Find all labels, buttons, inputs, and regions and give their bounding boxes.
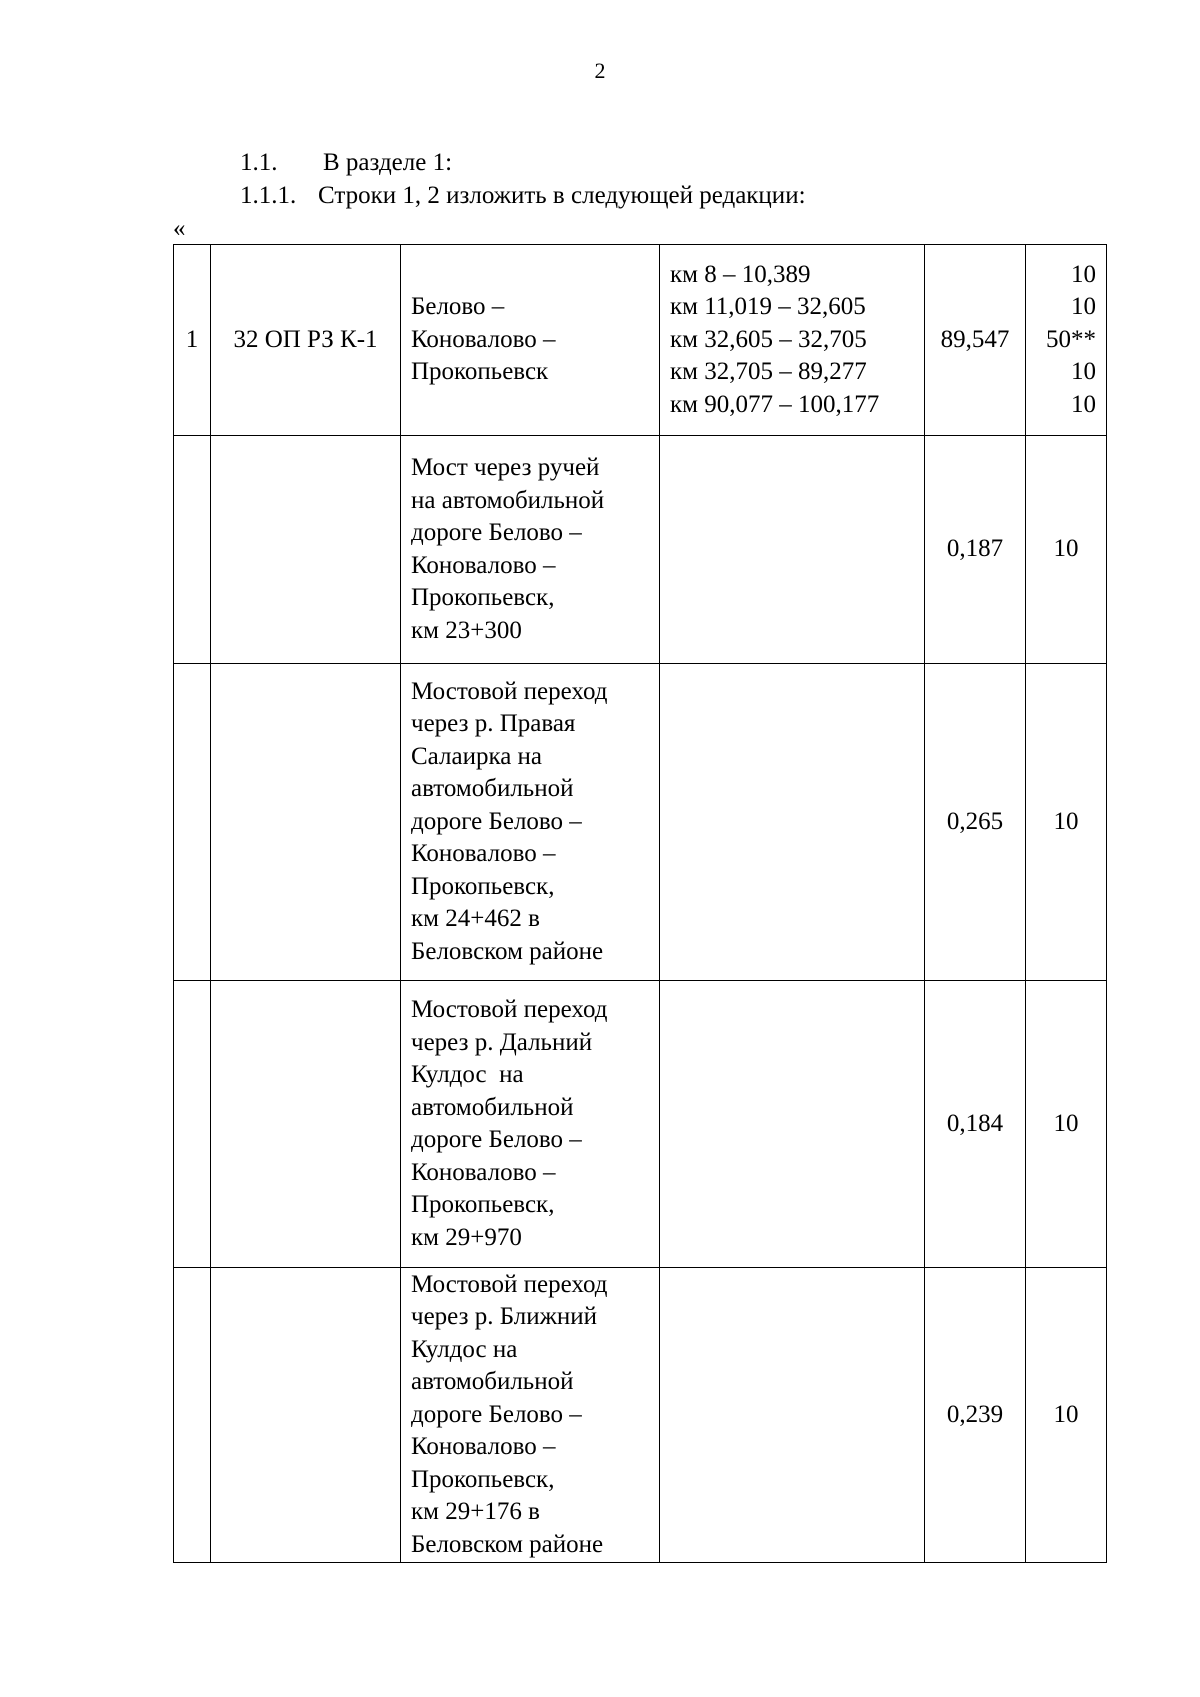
load-cell <box>1026 981 1107 1268</box>
row-number-cell <box>174 436 211 664</box>
road-name-line: км 24+462 в <box>411 905 540 933</box>
table-row <box>174 1268 1107 1563</box>
road-name-cell <box>401 436 660 664</box>
opening-quote: « <box>173 215 186 242</box>
load-line: 10 <box>1071 293 1096 321</box>
load-line: 10 <box>1053 535 1079 563</box>
road-name-cell <box>401 981 660 1268</box>
road-name-line: дороге Белово – <box>411 519 582 546</box>
road-name-line: на автомобильной <box>411 486 605 514</box>
load-line: 10 <box>1053 1400 1079 1428</box>
km-range-cell <box>660 981 925 1268</box>
load-cell <box>1026 245 1107 436</box>
road-name-line: Прокопьевск, <box>411 584 555 611</box>
road-name-line: Мостовой переход <box>411 996 608 1023</box>
road-name-line: Прокопьевск, <box>411 1465 555 1493</box>
row-number-cell <box>174 1268 211 1563</box>
road-name-line: дороге Белово – <box>411 1126 582 1153</box>
table-row <box>174 981 1107 1268</box>
load-line: 10 <box>1053 1109 1079 1137</box>
road-name-line: Прокопьевск, <box>411 1191 555 1218</box>
page-number: 2 <box>594 58 606 83</box>
km-range-line: км 90,077 – 100,177 <box>670 390 880 418</box>
road-name-line: км 29+176 в <box>411 1498 540 1526</box>
road-name-cell <box>401 664 660 981</box>
road-name-line: дороге Белово – <box>411 1400 582 1428</box>
road-name-line: Коновалово – <box>411 840 556 868</box>
road-name-line: автомобильной <box>411 775 574 803</box>
road-name-line: Кулдос на <box>411 1335 518 1363</box>
road-name-line: автомобильной <box>411 1093 574 1121</box>
road-code-cell: 32 ОП РЗ К-1 <box>211 245 401 436</box>
load-line: 10 <box>1071 260 1096 288</box>
km-range-cell <box>660 1268 925 1563</box>
road-name-line: через р. Дальний <box>411 1028 593 1056</box>
km-range-cell <box>660 436 925 664</box>
road-name-line: Прокопьевск, <box>411 872 555 900</box>
road-name-line: км 23+300 <box>411 616 522 644</box>
row-number-cell: 1 <box>174 245 211 436</box>
road-name-line: Коновалово – <box>411 325 556 353</box>
length-cell: 0,265 <box>925 664 1026 981</box>
road-name-line: через р. Ближний <box>411 1303 597 1331</box>
road-name-line: Мостовой переход <box>411 1270 608 1298</box>
table-row <box>174 436 1107 664</box>
road-name-line: Беловском районе <box>411 937 604 965</box>
section-number: 1.1. <box>240 149 278 176</box>
road-name-line: дороге Белово – <box>411 807 582 835</box>
road-name-line: через р. Правая <box>411 710 576 738</box>
table-row <box>174 245 1107 436</box>
km-range-cell <box>660 245 925 436</box>
length-cell: 89,547 <box>925 245 1026 436</box>
length-cell: 0,187 <box>925 436 1026 664</box>
km-range-line: км 8 – 10,389 <box>670 260 811 288</box>
road-name-line: автомобильной <box>411 1368 574 1396</box>
roads-table <box>173 244 1107 1563</box>
km-range-line: км 32,605 – 32,705 <box>670 325 867 353</box>
road-name-line: Белово – <box>411 293 505 321</box>
road-name-line: Беловском районе <box>411 1530 604 1558</box>
load-line: 50** <box>1046 325 1096 353</box>
load-line: 10 <box>1053 807 1079 835</box>
road-name-line: Кулдос на <box>411 1061 524 1088</box>
road-code-cell <box>211 664 401 981</box>
load-cell <box>1026 436 1107 664</box>
subsection-number: 1.1.1. <box>240 182 297 209</box>
section-heading: В разделе 1: <box>323 149 453 176</box>
road-name-line: Салаирка на <box>411 742 543 770</box>
road-name-line: Коновалово – <box>411 1158 556 1186</box>
table-row <box>174 664 1107 981</box>
row-number-cell <box>174 664 211 981</box>
length-cell: 0,184 <box>925 981 1026 1268</box>
subsection-text: Строки 1, 2 изложить в следующей редакции: <box>318 182 806 209</box>
road-name-line: Коновалово – <box>411 551 556 579</box>
road-name-cell <box>401 245 660 436</box>
road-name-cell <box>401 1268 660 1563</box>
km-range-cell <box>660 664 925 981</box>
km-range-line: км 32,705 – 89,277 <box>670 358 867 386</box>
road-name-line: км 29+970 <box>411 1223 522 1251</box>
road-code-cell <box>211 1268 401 1563</box>
row-number-cell <box>174 981 211 1268</box>
road-code-cell <box>211 436 401 664</box>
road-name-line: Мост через ручей <box>411 454 600 481</box>
table-body <box>174 245 1107 1563</box>
road-name-line: Мостовой переход <box>411 677 608 705</box>
road-name-line: Прокопьевск <box>411 358 549 386</box>
length-cell: 0,239 <box>925 1268 1026 1563</box>
load-line: 10 <box>1071 358 1096 386</box>
load-cell <box>1026 664 1107 981</box>
load-line: 10 <box>1071 390 1096 418</box>
km-range-line: км 11,019 – 32,605 <box>670 293 866 321</box>
road-code-cell <box>211 981 401 1268</box>
load-cell <box>1026 1268 1107 1563</box>
road-name-line: Коновалово – <box>411 1433 556 1461</box>
